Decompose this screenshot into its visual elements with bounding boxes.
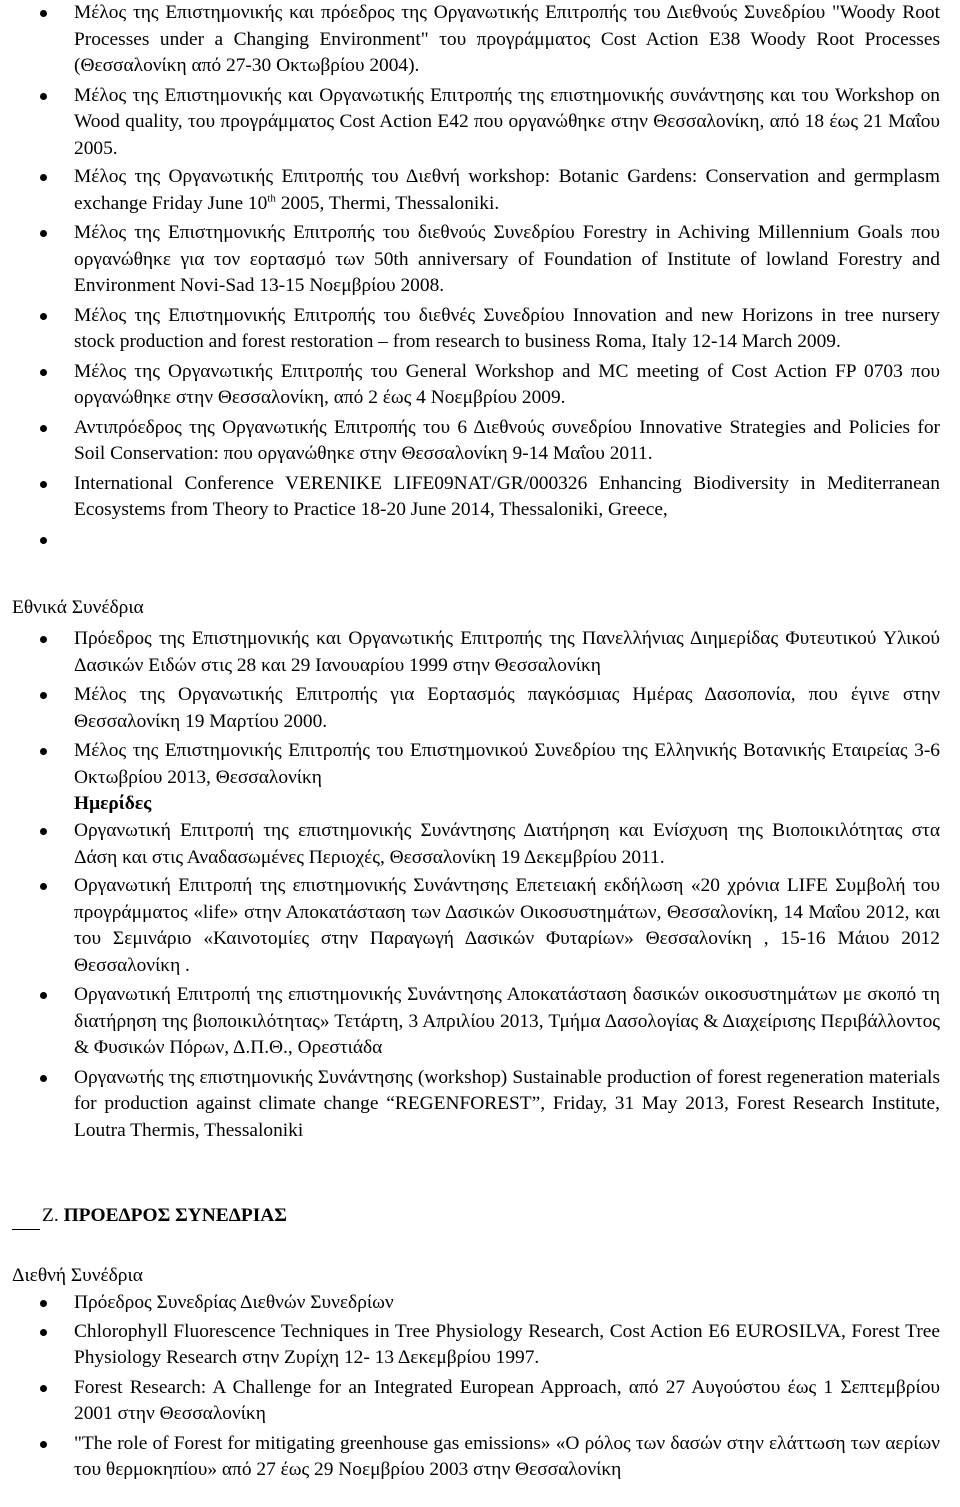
section-letter: Ζ. [42, 1205, 59, 1226]
list-item: Forest Research: A Challenge for an Integrated European Approach, από 27 Αυγούστου έως 1 Σεπτεμβρίου 2001 στην Θεσσαλονίκη [0, 1375, 960, 1428]
list-item: "The role of Forest for mitigating greenhouse gas emissions» «Ο ρόλος των δασών στην ελάττωση των αερίων του θερμοκηπίου» από 27 έως 29 Νοεμβρίου 2003 στην Θεσσαλονίκη [0, 1431, 960, 1484]
list-item-empty [0, 527, 960, 553]
section-z-title [12, 1203, 287, 1230]
workshop-text-end: 2005, Thermi, Thessaloniki. [275, 192, 500, 214]
list-item: Μέλος της Επιστημονικής Επιτροπής του διεθνούς Συνεδρίου Forestry in Achiving Millennium Goals που οργανώθηκε για τον εορτασμό των 50th anniversary of Foundation of Institute of lowland Forestry and Environment Novi-Sad 13-15 Νοεμβρίου 2008. [0, 220, 960, 300]
intl-committee-list [0, 0, 960, 553]
workshop-text: Μέλος της Οργανωτικής Επιτροπής του Διεθνή workshop: Botanic Gardens: Conservation and germplasm exchange Friday June 10 [74, 166, 940, 214]
list-item: International Conference VERENIKE LIFE09NAT/GR/000326 Enhancing Biodiversity in Mediterranean Ecosystems from Theory to Practice 18-20 June 2014, Thessaloniki, Greece, [0, 471, 960, 524]
list-item: Μέλος της Οργανωτικής Επιτροπής του General Workshop and MC meeting of Cost Action FP 0703 που οργανώθηκε στην Θεσσαλονίκη, από 2 έως 4 Νοεμβρίου 2009. [0, 359, 960, 412]
hmerides-heading: Ημερίδες [74, 793, 152, 814]
president-list [0, 1290, 960, 1484]
list-item: Μέλος της Επιστημονικής Επιτροπής του διεθνές Συνεδρίου Innovation and new Horizons in tree nursery stock production and forest restoration – from research to business Roma, Italy 12-14 March 2009. [0, 303, 960, 356]
list-item [0, 164, 960, 217]
underline-gap [12, 1211, 40, 1230]
list-item: Οργανωτική Επιτροπή της επιστημονικής Συνάντησης Διατήρηση και Ενίσχυση της Βιοποικιλότητας στα Δάση και στις Αναδασωμένες Περιοχές, Θεσσαλονίκη 19 Δεκεμβρίου 2011. [0, 818, 960, 871]
list-item: Οργανωτική Επιτροπή της επιστημονικής Συνάντησης Αποκατάσταση δασικών οικοσυστημάτων με σκοπό τη διατήρηση της βιοποικιλότητας» Τετάρτη, 3 Απριλίου 2013, Τμήμα Δασολογίας & Διαχείρισης Περιβάλλοντος & Φυσικών Πόρων, Δ.Π.Θ., Ορεστιάδα [0, 982, 960, 1062]
list-item: Μέλος της Οργανωτικής Επιτροπής για Εορτασμός παγκόσμιας Ημέρας Δασοπονία, που έγινε στην Θεσσαλονίκη 19 Μαρτίου 2000. [0, 682, 960, 735]
list-item: Πρόεδρος Συνεδρίας Διεθνών Συνεδρίων [0, 1290, 960, 1317]
superscript: th [267, 192, 276, 205]
national-list [0, 626, 960, 791]
list-item: Αντιπρόεδρος της Οργανωτικής Επιτροπής του 6 Διεθνούς συνεδρίου Innovative Strategies and Policies for Soil Conservation: που οργανώθηκε στην Θεσσαλονίκη 9-14 Μαΐου 2011. [0, 415, 960, 468]
hmerides-list [0, 818, 960, 1144]
list-item: Πρόεδρος της Επιστημονικής και Οργανωτικής Επιτροπής της Πανελλήνιας Διημερίδας Φυτευτικού Υλικού Δασικών Ειδών στις 28 και 29 Ιανουαρίου 1999 στην Θεσσαλονίκη [0, 626, 960, 679]
list-item: Μέλος της Επιστημονικής και πρόεδρος της Οργανωτικής Επιτροπής του Διεθνούς Συνεδρίου "Woody Root Processes under a Changing Environment" του προγράμματος Cost Action E38 Woody Root Processes (Θεσσαλονίκη από 27-30 Οκτωβρίου 2004). [0, 0, 960, 80]
list-item: Οργανωτική Επιτροπή της επιστημονικής Συνάντησης Επετειακή εκδήλωση «20 χρόνια LIFE Συμβολή του προγράμματος «life» στην Αποκατάσταση των Δασικών Οικοσυστημάτων, Θεσσαλονίκη, 14 Μαΐου 2012, και του Σεμινάριο «Καινοτομίες στην Παραγωγή Δασικών Φυταρίων» Θεσσαλονίκη , 15-16 Μάιου 2012 Θεσσαλονίκη . [0, 873, 960, 979]
list-item: Chlorophyll Fluorescence Techniques in Tree Physiology Research, Cost Action E6 EUROSILVA, Forest Tree Physiology Research στην Ζυρίχη 12- 13 Δεκεμβρίου 1997. [0, 1319, 960, 1372]
national-conferences-heading: Εθνικά Συνέδρια [12, 597, 144, 618]
list-item: Μέλος της Επιστημονικής Επιτροπής του Επιστημονικού Συνεδρίου της Ελληνικής Βοτανικής Εταιρείας 3-6 Οκτωβρίου 2013, Θεσσαλονίκη [0, 738, 960, 791]
list-item: Οργανωτής της επιστημονικής Συνάντησης (workshop) Sustainable production of forest regeneration materials for production against climate change “REGENFOREST”, Friday, 31 May 2013, Forest Research Institute, Loutra Thermis, Thessaloniki [0, 1065, 960, 1145]
list-item: Μέλος της Επιστημονικής και Οργανωτικής Επιτροπής της επιστημονικής συνάντησης και του Workshop on Wood quality, του προγράμματος Cost Action E42 που οργανώθηκε στην Θεσσαλονίκη, από 18 έως 21 Μαΐου 2005. [0, 83, 960, 163]
section-title-text: ΠΡΟΕΔΡΟΣ ΣΥΝΕΔΡΙΑΣ [63, 1205, 287, 1226]
intl-conferences-heading: Διεθνή Συνέδρια [12, 1265, 143, 1286]
